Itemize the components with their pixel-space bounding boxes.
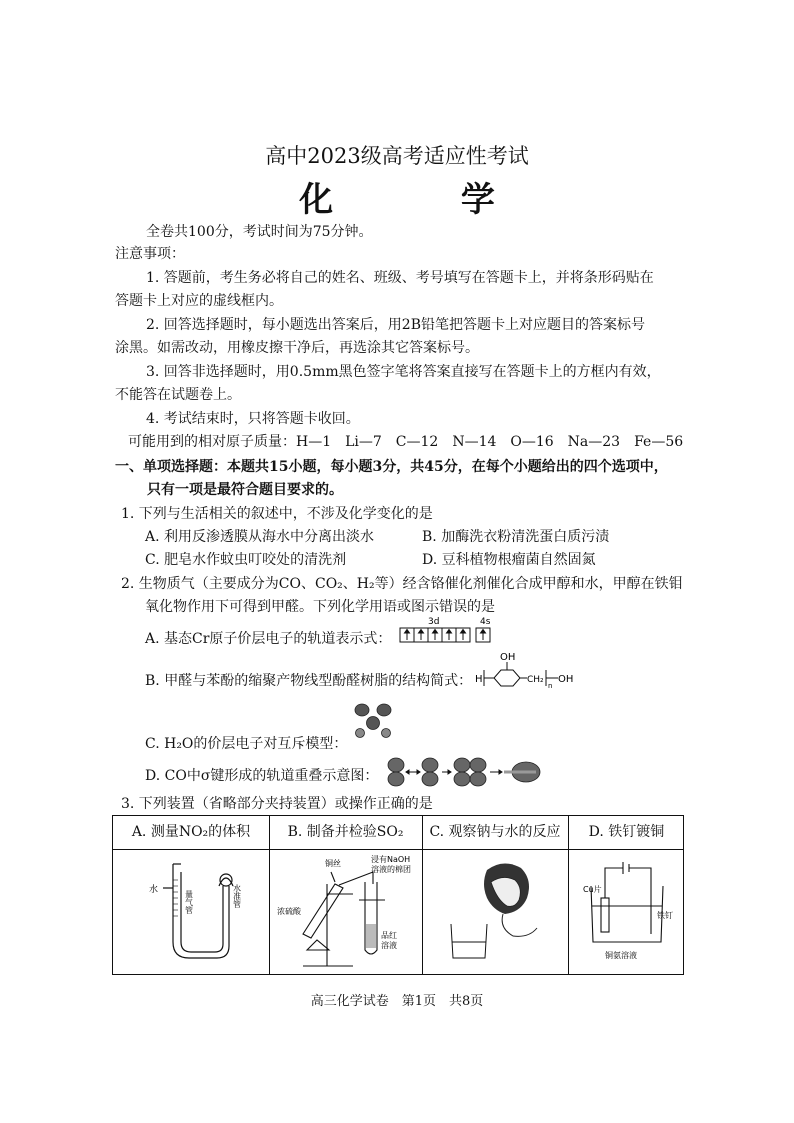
q2-option-d: D. CO中σ键形成的轨道重叠示意图： bbox=[145, 768, 379, 784]
q1-option-b: B. 加酶洗衣粉清洗蛋白质污渍 bbox=[422, 529, 610, 545]
gas-volume-apparatus bbox=[133, 860, 253, 966]
q1-option-d: D. 豆科植物根瘤菌自然固氮 bbox=[422, 552, 596, 568]
phenolic-resin-structure bbox=[472, 650, 582, 700]
copper-plating-apparatus bbox=[575, 854, 683, 964]
exam-title: 高中2023级高考适应性考试 bbox=[265, 144, 529, 168]
table-header-c: C. 观察钠与水的反应 bbox=[429, 824, 561, 840]
q1-option-a: A. 利用反渗透膜从海水中分离出淡水 bbox=[145, 529, 375, 545]
label-cotton-1: 浸有NaOH bbox=[371, 855, 411, 864]
resin-ch2: CH₂ bbox=[527, 675, 544, 685]
notice-2-line1: 2. 回答选择题时，每小题选出答案后，用2B铅笔把答题卡上对应题目的答案标号 bbox=[146, 317, 646, 333]
subject-title: 化 学 bbox=[299, 180, 553, 220]
notice-2-line2: 涂黑。如需改动，用橡皮擦干净后，再选涂其它答案标号。 bbox=[115, 340, 479, 356]
h2o-vsepr-model bbox=[348, 700, 398, 742]
label-iron-nail: 铁钉 bbox=[657, 911, 673, 920]
label-cotton-2: 溶液的棉团 bbox=[371, 865, 411, 874]
section-heading-line2: 只有一项是最符合题目要求的。 bbox=[147, 482, 343, 498]
q2-stem-line1: 2. 生物质气（主要成分为CO、CO₂、H₂等）经含铬催化剂催化合成甲醇和水，甲醇在铁钼 bbox=[121, 576, 683, 592]
label-dye-1: 品红 bbox=[381, 931, 397, 940]
table-header-b: B. 制备并检验SO₂ bbox=[287, 824, 404, 840]
atomic-masses: 可能用到的相对原子质量：H—1 Li—7 C—12 N—14 O—16 Na—23 Fe—56 bbox=[128, 434, 684, 450]
notice-1-line1: 1. 答题前，考生务必将自己的姓名、班级、考号填写在答题卡上，并将条形码贴在 bbox=[146, 270, 654, 286]
orbital-diagram bbox=[398, 614, 498, 648]
section-heading-line1: 一、单项选择题：本题共15小题，每小题3分，共45分，在每个小题给出的四个选项中， bbox=[115, 459, 668, 475]
orbital-4s-label: 4s bbox=[480, 617, 491, 627]
notice-1-line2: 答题卡上对应的虚线框内。 bbox=[115, 293, 283, 309]
table-header-a: A. 测量NO₂的体积 bbox=[131, 824, 251, 840]
page-footer: 高三化学试卷 第1页 共8页 bbox=[310, 994, 484, 1009]
notice-heading: 注意事项： bbox=[115, 246, 185, 262]
q1-option-c: C. 肥皂水作蚊虫叮咬处的清洗剂 bbox=[145, 552, 347, 568]
label-copper-wire: 铜丝 bbox=[325, 859, 341, 868]
table-header-d: D. 铁钉镀铜 bbox=[588, 824, 665, 840]
q3-stem: 3. 下列装置（省略部分夹持装置）或操作正确的是 bbox=[121, 796, 433, 812]
label-dye-2: 溶液 bbox=[381, 941, 397, 950]
q2-stem-line2: 氧化物作用下可得到甲醛。下列化学用语或图示错误的是 bbox=[145, 599, 495, 615]
notice-4-line1: 4. 考试结束时，只将答题卡收回。 bbox=[146, 411, 360, 427]
label-cu-plate: Cu片 bbox=[583, 885, 602, 894]
orbital-3d-label: 3d bbox=[428, 617, 440, 627]
sodium-water-illustration bbox=[443, 858, 553, 966]
label-gas-tube: 量气管 bbox=[184, 890, 194, 914]
q2-option-b: B. 甲醛与苯酚的缩聚产物线型酚醛树脂的结构简式： bbox=[145, 673, 473, 689]
label-sulfuric-acid: 浓硫酸 bbox=[277, 907, 301, 916]
intro-text: 全卷共100分，考试时间为75分钟。 bbox=[146, 224, 373, 240]
sigma-bond-overlap-diagram bbox=[386, 755, 576, 789]
resin-oh-end: OH bbox=[558, 674, 574, 685]
notice-3-line1: 3. 回答非选择题时，用0.5mm黑色签字笔将答案直接写在答题卡上的方框内有效， bbox=[146, 364, 661, 380]
label-level-tube: 水准管 bbox=[232, 884, 242, 908]
notice-3-line2: 不能答在试题卷上。 bbox=[115, 387, 241, 403]
label-water: 水 bbox=[149, 885, 159, 895]
resin-n: n bbox=[548, 682, 553, 690]
q3-options-table bbox=[112, 815, 684, 975]
resin-h: H bbox=[475, 674, 483, 685]
q2-option-c: C. H₂O的价层电子对互斥模型： bbox=[145, 736, 348, 752]
resin-oh-top: OH bbox=[500, 652, 516, 663]
q2-option-a: A. 基态Cr原子价层电子的轨道表示式： bbox=[145, 631, 392, 647]
label-cuammonia-solution: 铜氨溶液 bbox=[605, 951, 637, 960]
so2-apparatus bbox=[273, 854, 421, 972]
q1-stem: 1. 下列与生活相关的叙述中，不涉及化学变化的是 bbox=[121, 506, 433, 522]
